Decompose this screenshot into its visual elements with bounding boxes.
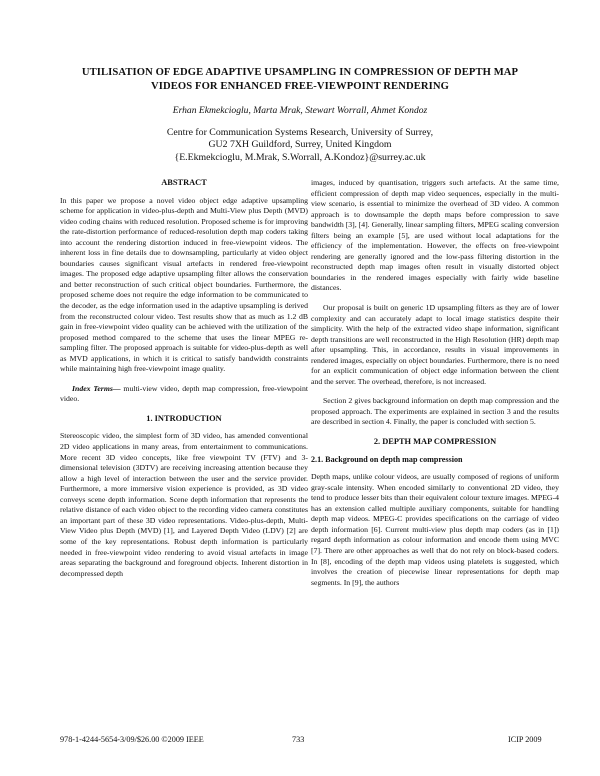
subsection-2-1-heading: 2.1. Background on depth map compression	[311, 454, 463, 464]
title-line-1: UTILISATION OF EDGE ADAPTIVE UPSAMPLING IN COMPRESSION OF DEPTH MAP	[81, 67, 519, 78]
section-1-heading: 1. INTRODUCTION	[146, 413, 222, 423]
title-line-2: VIDEOS FOR ENHANCED FREE-VIEWPOINT RENDERING	[151, 81, 449, 92]
left-column	[60, 178, 308, 588]
depth-map-background-text: Depth maps, unlike colour videos, are usually composed of regions of uniform gray-scale intensity. When encoded similarly to conventional 2D video, they tend to produce lesser bits than their equivalent colour texture images. MPEG-4 has an extension called multiple auxiliary components, suitable for handling depth map videos. MPEG-C provides specifications on the carriage of video depth information [6]. Current multi-view plus depth map coders (as in [1]) regard depth information as colour information and encode them using MVC [7]. There are other approaches as well that do not rely on block-based coders. In [8], encoding of the depth map videos using platelets is suggested, which involves the creation of piecewise linear representations for depth map segments. In [9], the authors	[311, 472, 559, 587]
introduction-text: Stereoscopic video, the simplest form of 3D video, has amended conventional 2D video applications in many areas, from entertainment to communications. More recent 3D video concepts, like free viewpoint TV (FTV) and 3-dimensional television (3DTV) are receiving increasing attention because they allow a high level of interaction between the user and the service provider. Furthermore, a more immersive vision experience is provided, as 3D video conveys scene depth information. Scene depth information that represents the relative distance of each video object to the recording video camera constitutes an important part of these 3D video representations. Video-plus-depth, Multi-View Video plus Depth (MVD) [1], and Layered Depth Video (LDV) [2] are some of the key representations. Robust depth information is particularly needed in free-viewpoint video rendering to avoid visual artefacts in image areas separating the background and foreground objects. Inherent distortion in decompressed depth	[60, 431, 308, 578]
intro-paragraph-3: Section 2 gives background information on depth map compression and the proposed approach. The experiments are explained in section 3 and the results are described in section 4. Finally, the paper is concluded with section 5.	[311, 396, 559, 427]
intro-paragraph-1: images, induced by quantisation, triggers such artefacts. At the same time, efficient compression of depth map video sequences, especially in the multi-view scenario, is essential to minimize the overhead of 3D video. A common approach is to downsample the depth maps before compression to save bandwidth [3], [4]. Generally, linear sampling filters, MPEG scaling conversion filters being an example [5], are used without local adaptations for the efficiency of the implementation. However, the effects on free-viewpoint rendering are generally ignored and the low-pass filtering distortion in the reconstructed depth map images often result in visually distorted object boundaries in the rendered images especially with fairly wide baseline distances.	[311, 178, 559, 293]
index-terms-label: Index Terms—	[72, 383, 121, 393]
conference-name: ICIP 2009	[508, 735, 542, 744]
abstract-text: In this paper we propose a novel video object edge adaptive upsampling scheme for application in video-plus-depth and Multi-View plus Depth (MVD) video coding chains with reduced resolution. Proposed scheme is for improving the rate-distortion performance of reduced-resolution depth map coders taking into account the rendering distortion induced in free-viewpoint videos. The inherent loss in fine details due to downsampling, particularly at video object boundaries causes significant visual artefacts in rendered free-viewpoint images. The proposed edge adaptive upsampling filter allows the conservation and better reconstruction of such critical object boundaries. Furthermore, the proposed scheme does not require the edge information to be communicated to the decoder, as the edge information used in the adaptive upsampling is derived from the reconstructed colour video. Test results show that as much as 1.2 dB gain in free-viewpoint video quality can be achieved with the utilization of the proposed method compared to the scheme that uses the linear MPEG re-sampling filter. The proposed approach is suitable for video-plus-depth as well as MVD applications, in which it is critical to satisfy bandwidth constraints while maintaining high free-viewpoint image quality.	[60, 195, 308, 374]
section-2-heading: 2. DEPTH MAP COMPRESSION	[373, 437, 497, 447]
paper-title	[40, 66, 560, 94]
abstract-heading: ABSTRACT	[161, 178, 207, 187]
affiliation	[40, 127, 560, 164]
right-column	[311, 178, 559, 597]
index-terms	[60, 384, 308, 405]
affiliation-line-2: GU2 7XH Guildford, Surrey, United Kingdom	[208, 139, 392, 151]
footer-copyright: 978-1-4244-5654-3/09/$26.00 ©2009 IEEE	[60, 735, 204, 744]
affiliation-emails: {E.Ekmekcioglu, M.Mrak, S.Worrall, A.Kondoz}@surrey.ac.uk	[174, 151, 426, 163]
index-terms-text: multi-view video, depth map compression, free-viewpoint video.	[60, 383, 308, 404]
affiliation-line-1: Centre for Communication Systems Research, University of Surrey,	[166, 127, 434, 138]
page-number: 733	[292, 735, 305, 744]
intro-paragraph-2: Our proposal is built on generic 1D upsampling filters as they are of lower complexity and can accurately adapt to local image statistics despite their simplicity. With the help of the extracted video shape information, significant depth transitions are well reconstructed in the High Resolution (HR) depth map after upsampling. This, in accordance, results in visual improvements in rendered images, especially on object boundaries. Furthermore, there is no need for an explicit communication of object edge information between the client and the server. The overhead, therefore, is not increased.	[311, 303, 559, 386]
author-list: Erhan Ekmekcioglu, Marta Mrak, Stewart Worrall, Ahmet Kondoz	[172, 105, 428, 116]
